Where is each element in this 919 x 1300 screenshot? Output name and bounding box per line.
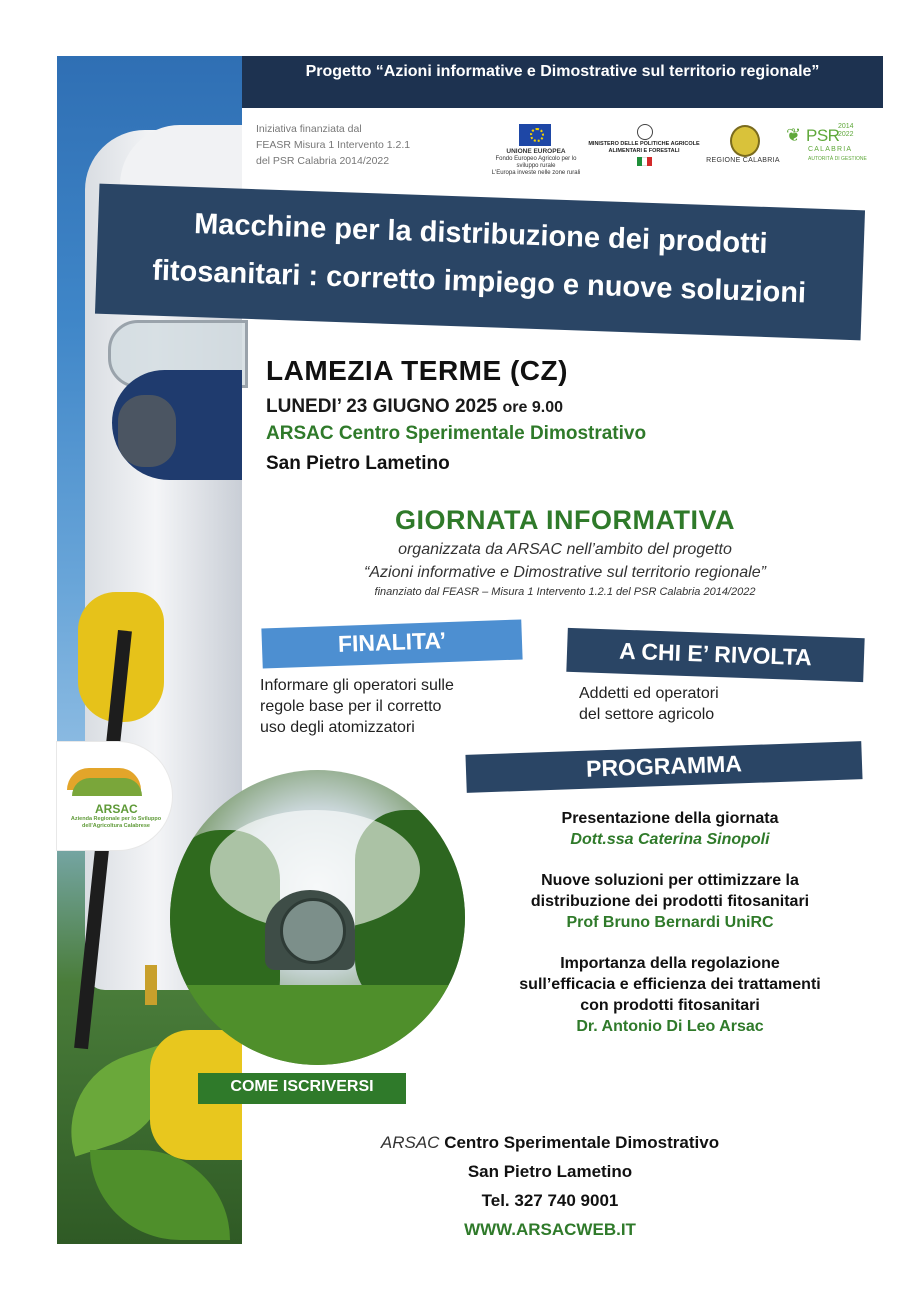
calabria-region-emblem-icon xyxy=(730,125,760,157)
programma-label: PROGRAMMA xyxy=(585,750,743,782)
funding-line: FEASR Misura 1 Intervento 1.2.1 xyxy=(256,139,411,151)
contact-location: San Pietro Lametino xyxy=(467,1162,633,1181)
programma-item-title: Nuove soluzioni per ottimizzare la xyxy=(541,872,799,889)
registration-label: COME ISCRIVERSI xyxy=(230,1078,374,1095)
eu-line: L'Europa investe nelle zone rurali xyxy=(491,170,581,176)
eu-line: Fondo Europeo Agricolo per lo sviluppo rurale xyxy=(495,156,577,169)
contact-org xyxy=(260,1128,840,1157)
finalita-line: uso degli atomizzatori xyxy=(260,719,415,736)
contact-website-link[interactable]: WWW.ARSACWEB.IT xyxy=(464,1220,636,1239)
psr-logo: PSR xyxy=(806,126,840,145)
funding-line: del PSR Calabria 2014/2022 xyxy=(256,155,390,167)
audience-line: Addetti ed operatori xyxy=(579,685,719,702)
project-title: Progetto “Azioni informative e Dimostrative sul territorio regionale” xyxy=(305,63,820,80)
arsac-logo-subtitle xyxy=(60,816,172,830)
italy-flag-icon xyxy=(637,157,652,166)
programma-item-title: con prodotti fitosanitari xyxy=(580,997,760,1014)
ministry-line: MINISTERO DELLE POLITICHE AGRICOLE xyxy=(588,141,700,147)
eu-logo-text xyxy=(486,148,586,177)
programma-item xyxy=(470,953,870,1037)
programma-item-title: Presentazione della giornata xyxy=(561,810,779,827)
ministry-line: ALIMENTARI E FORESTALI xyxy=(608,148,680,154)
giornata-line: “Azioni informative e Dimostrative sul territorio regionale” xyxy=(364,564,766,581)
programma-list xyxy=(470,808,870,1057)
arsac-logo-name: ARSAC xyxy=(95,802,138,816)
eu-flag-icon xyxy=(519,124,551,146)
programma-item xyxy=(470,870,870,933)
finalita-text xyxy=(260,675,540,738)
giornata-line: finanziato dal FEASR – Misura 1 Intervento 1.2.1 del PSR Calabria 2014/2022 xyxy=(374,586,756,598)
funding-line: Iniziativa finanziata dal xyxy=(256,123,362,135)
psr-year: 2022 xyxy=(838,131,854,138)
programma-item-title: Importanza della regolazione xyxy=(560,955,780,972)
programma-item-speaker: Dott.ssa Caterina Sinopoli xyxy=(570,831,770,848)
programma-item-title: distribuzione dei prodotti fitosanitari xyxy=(530,893,810,910)
arsac-logo-field-icon xyxy=(72,778,142,796)
audience-line: del settore agricolo xyxy=(579,706,715,723)
finalita-line: regole base per il corretto xyxy=(260,698,442,715)
giornata-title: GIORNATA INFORMATIVA xyxy=(395,505,735,535)
title-line: fitosanitari : corretto impiego e nuove soluzioni xyxy=(151,254,807,310)
audience-label: A CHI E’ RIVOLTA xyxy=(618,637,813,671)
finalita-line: Informare gli operatori sulle xyxy=(260,677,454,694)
programma-item-speaker: Dr. Antonio Di Leo Arsac xyxy=(576,1018,764,1035)
arsac-logo-badge xyxy=(57,742,172,850)
programma-item xyxy=(470,808,870,850)
event-center: ARSAC Centro Sperimentale Dimostrativo xyxy=(266,423,647,444)
eu-title: UNIONE EUROPEA xyxy=(506,148,566,155)
event-time: ore 9.00 xyxy=(502,399,564,416)
funding-note xyxy=(256,121,456,169)
arsac-line: dell'Agricoltura Calabrese xyxy=(82,823,150,829)
psr-sub2: AUTORITÀ DI GESTIONE xyxy=(808,156,867,162)
contact-org-rest: Centro Sperimentale Dimostrativo xyxy=(439,1133,720,1152)
arsac-line: Azienda Regionale per lo Sviluppo xyxy=(70,816,162,822)
event-date-text: LUNEDI’ 23 GIUGNO 2025 xyxy=(266,396,498,417)
contact-block xyxy=(260,1128,840,1244)
programma-item-title: sull’efficacia e efficienza dei trattamenti xyxy=(519,976,821,993)
orchard-sprayer-photo xyxy=(170,770,465,1065)
event-date xyxy=(266,396,563,418)
italy-emblem-icon xyxy=(637,124,653,140)
title-line: Macchine per la distribuzione dei prodotti xyxy=(193,208,769,261)
psr-year: 2014 xyxy=(838,123,854,130)
region-name: REGIONE CALABRIA xyxy=(706,157,780,164)
event-location: San Pietro Lametino xyxy=(266,453,450,474)
event-place: LAMEZIA TERME (CZ) xyxy=(266,355,568,386)
spray-nozzle-image xyxy=(145,965,157,1005)
programma-item-speaker: Prof Bruno Bernardi UniRC xyxy=(566,914,774,931)
psr-leaf-icon: ❦ xyxy=(786,125,802,145)
psr-years xyxy=(838,123,854,139)
contact-phone[interactable]: Tel. 327 740 9001 xyxy=(481,1191,619,1210)
ministry-logo-text xyxy=(588,141,700,155)
mask-filter-image xyxy=(118,395,176,467)
psr-sub: CALABRIA xyxy=(808,146,853,153)
contact-org-prefix: ARSAC xyxy=(380,1133,440,1152)
giornata-line: organizzata da ARSAC nell’ambito del progetto xyxy=(398,541,732,558)
finalita-label: FINALITA’ xyxy=(337,627,447,657)
audience-text xyxy=(579,683,839,725)
